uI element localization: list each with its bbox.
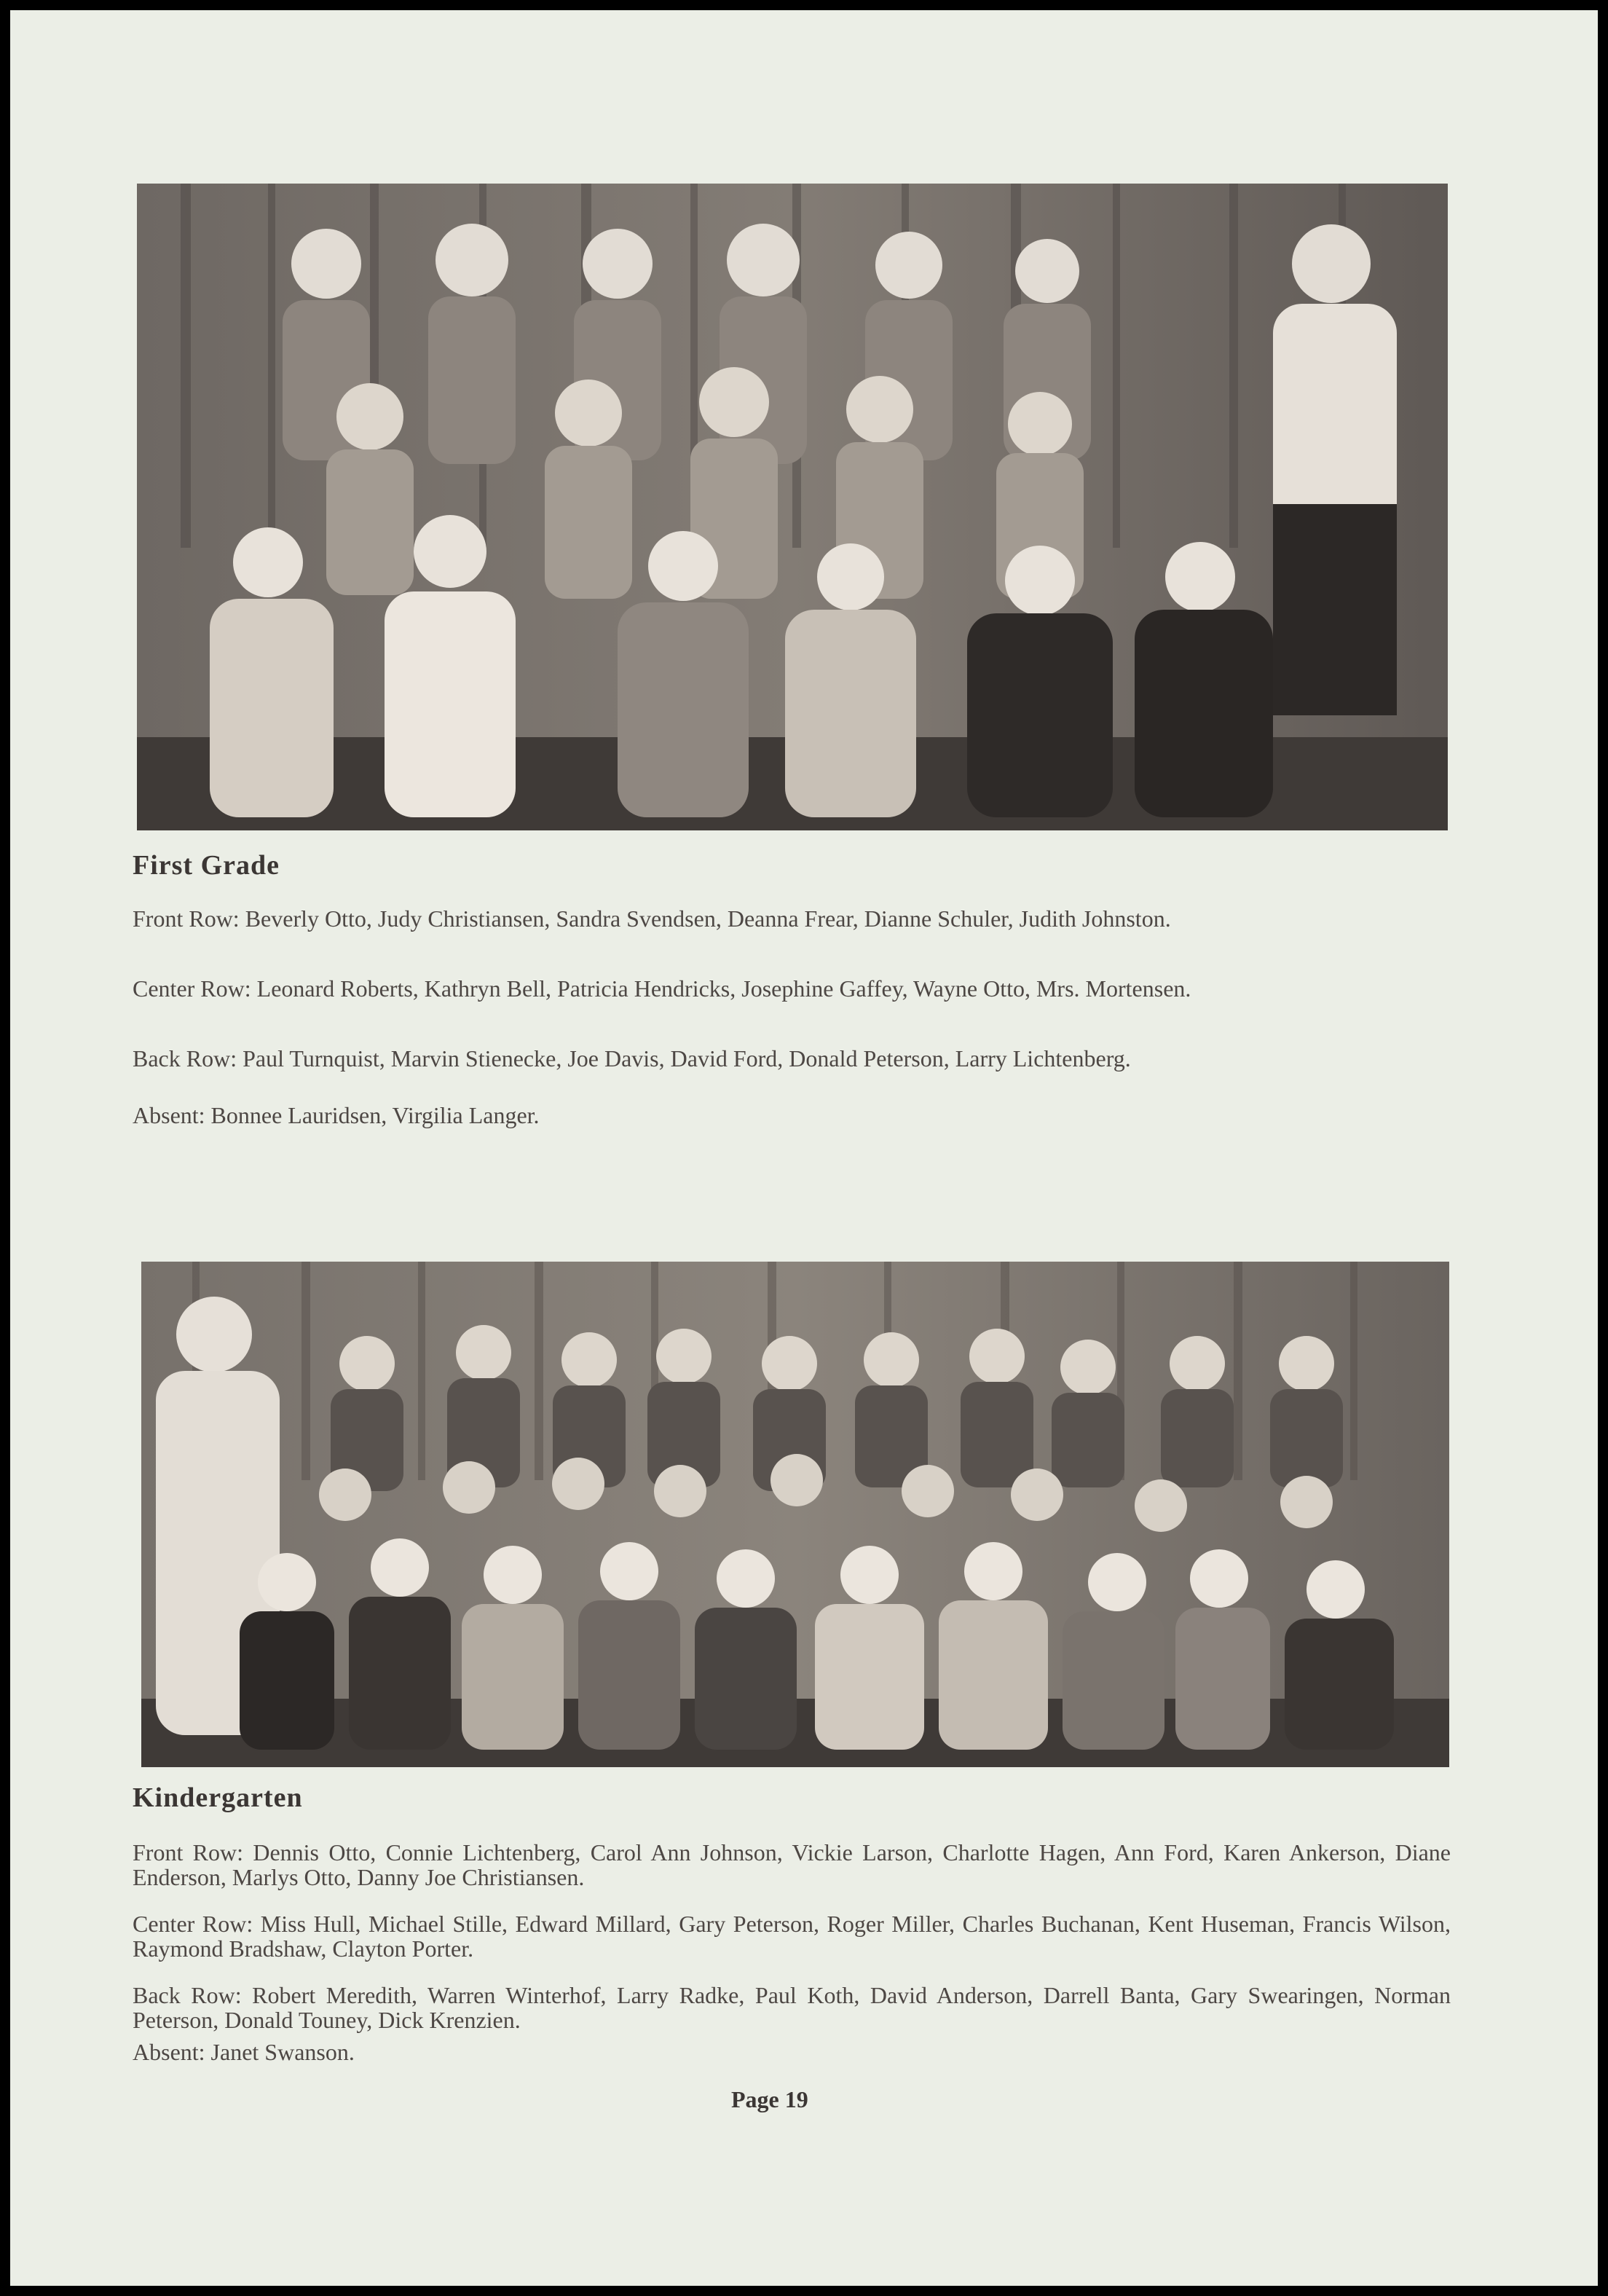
- kindergarten-title: Kindergarten: [133, 1782, 303, 1813]
- kindergarten-front-row: Front Row: Dennis Otto, Connie Lichtenberg, Carol Ann Johnson, Vickie Larson, Charlotte Hagen, Ann Ford, Karen Ankerson, Diane Enderson, Marlys Otto, Danny Joe Christiansen.: [133, 1839, 1451, 1890]
- first-grade-front-row: Front Row: Beverly Otto, Judy Christiansen, Sandra Svendsen, Deanna Frear, Dianne Schuler, Judith Johnston.: [133, 905, 1171, 932]
- first-grade-title: First Grade: [133, 850, 280, 881]
- first-grade-back-row: Back Row: Paul Turnquist, Marvin Stienecke, Joe Davis, David Ford, Donald Peterson, Larry Lichtenberg.: [133, 1045, 1131, 1072]
- first-grade-absent: Absent: Bonnee Lauridsen, Virgilia Langer.: [133, 1102, 540, 1128]
- kindergarten-center-row: Center Row: Miss Hull, Michael Stille, Edward Millard, Gary Peterson, Roger Miller, Charles Buchanan, Kent Huseman, Francis Wilson, Raymond Bradshaw, Clayton Porter.: [133, 1911, 1451, 1962]
- yearbook-page: [10, 10, 1598, 2286]
- first-grade-center-row: Center Row: Leonard Roberts, Kathryn Bell, Patricia Hendricks, Josephine Gaffey, Wayne Otto, Mrs. Mortensen.: [133, 975, 1191, 1002]
- first-grade-class-photo: [137, 184, 1448, 830]
- kindergarten-absent: Absent: Janet Swanson.: [133, 2039, 355, 2065]
- kindergarten-class-photo: [141, 1262, 1449, 1767]
- kindergarten-back-row: Back Row: Robert Meredith, Warren Winterhof, Larry Radke, Paul Koth, David Anderson, Darrell Banta, Gary Swearingen, Norman Peterson, Donald Touney, Dick Krenzien.: [133, 1982, 1451, 2033]
- page-number: Page 19: [731, 2086, 808, 2112]
